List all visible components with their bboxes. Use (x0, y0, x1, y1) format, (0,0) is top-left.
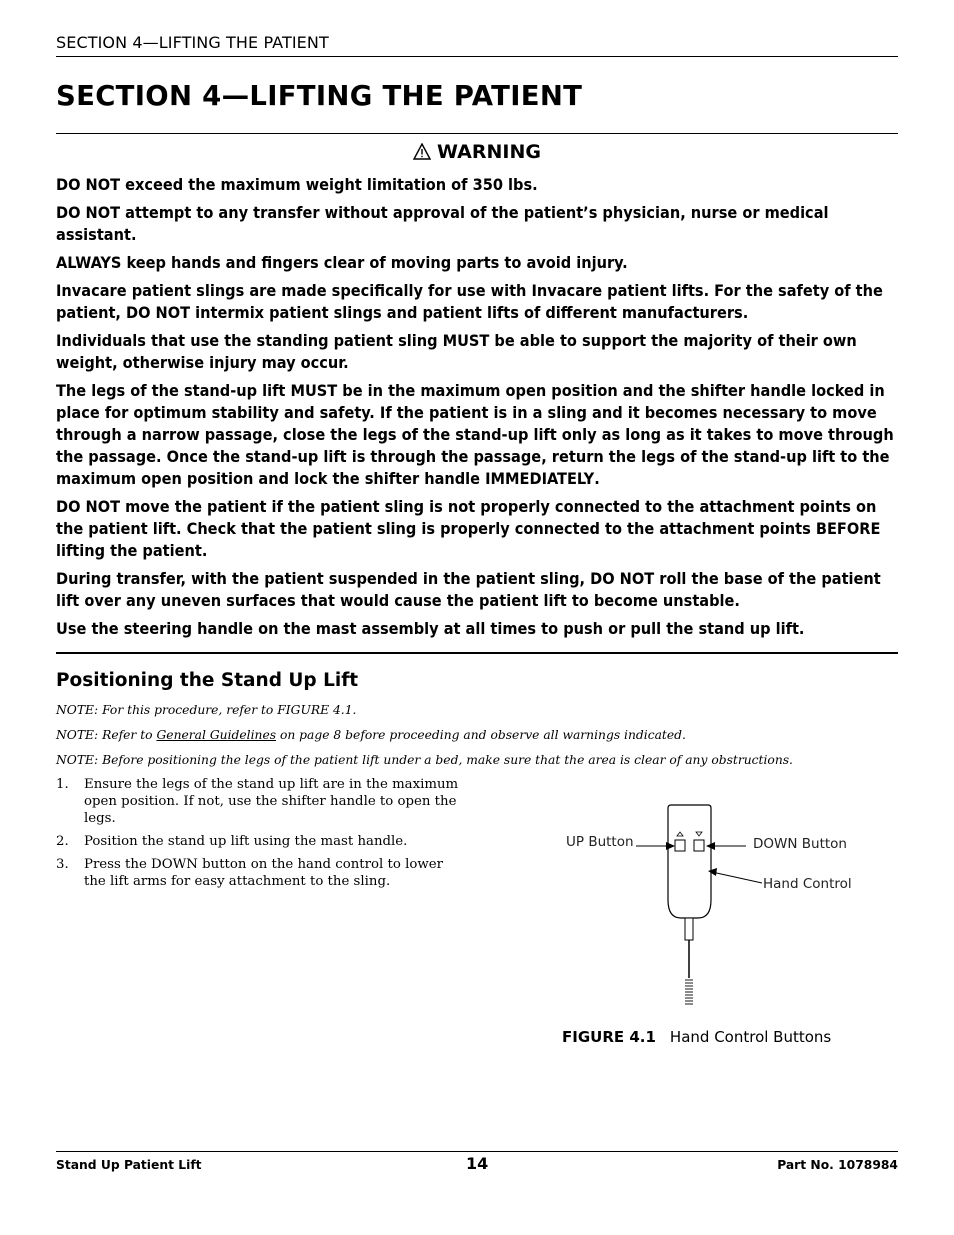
warning-item (56, 174, 898, 196)
coiled-cord-icon (685, 980, 693, 1004)
warning-text: intermix patient slings and patient lifts of different manufacturers. (190, 303, 749, 322)
general-guidelines-link[interactable]: General Guidelines (156, 728, 277, 742)
warning-emphasis: ALWAYS (56, 253, 122, 272)
footer-product: Stand Up Patient Lift (56, 1158, 202, 1172)
warning-item (56, 202, 898, 246)
hand-control-body (668, 805, 711, 918)
warning-text: be able to support the majority of their own weight, otherwise injury may occur. (56, 331, 857, 372)
warning-heading-text: WARNING (437, 141, 541, 163)
section-title: SECTION 4—LIFTING THE PATIENT (56, 80, 583, 112)
warning-emphasis: IMMEDIATELY (485, 469, 595, 488)
warning-heading (56, 141, 898, 163)
step-number: 2. (56, 834, 69, 849)
down-button-label: DOWN Button (753, 836, 847, 852)
figure-number: FIGURE 4.1 (562, 1028, 656, 1046)
procedure-step (56, 776, 466, 827)
warning-emphasis: DO NOT (56, 175, 121, 194)
step-text: Position the stand up lift using the mast handle. (84, 834, 408, 849)
note-text: NOTE: Refer to (56, 728, 157, 742)
subsection-heading: Positioning the Stand Up Lift (56, 670, 359, 691)
warning-text: Use the steering handle on the mast assembly at all times to push or pull the stand up lift. (56, 619, 805, 638)
warning-text: . (594, 469, 600, 488)
warning-text: attempt to any transfer without approval of the patient’s physician, nurse or medical assistant. (56, 203, 829, 244)
footer-part-number: Part No. 1078984 (777, 1158, 898, 1172)
warning-item (56, 330, 898, 374)
hand-leader (712, 872, 762, 883)
footer-rule (56, 1151, 898, 1152)
hand-control-label: Hand Control (763, 876, 852, 892)
warning-text: lifting the patient. (56, 541, 208, 560)
header-rule (56, 56, 898, 57)
figure-caption (562, 1028, 831, 1046)
warning-emphasis: DO NOT (56, 497, 121, 516)
step-number: 1. (56, 777, 69, 792)
warning-item (56, 568, 898, 612)
cord-strain-relief (685, 918, 693, 940)
hand-control-figure (560, 800, 880, 1015)
warning-item (56, 280, 898, 324)
step-text: Press the DOWN button on the hand control to lower the lift arms for easy attachment to the sling. (84, 857, 443, 889)
warning-emphasis: DO NOT (126, 303, 191, 322)
running-head: SECTION 4—LIFTING THE PATIENT (56, 33, 329, 52)
warning-list (56, 174, 898, 646)
warning-emphasis: DO NOT (590, 569, 655, 588)
note-figure-ref: NOTE: For this procedure, refer to FIGURE 4.1. (56, 703, 357, 717)
warning-item (56, 496, 898, 562)
warning-text: During transfer, with the patient suspended in the patient sling, (56, 569, 591, 588)
step-text: Ensure the legs of the stand up lift are in the maximum open position. If not, use the shifter handle to open the legs. (84, 777, 459, 826)
warning-emphasis: DO NOT (56, 203, 121, 222)
warning-text: be in the maximum open position and the shifter handle locked in place for optimum stability and safety. If the patient is in a sling and it becomes necessary to move through a narrow passage, close the legs of the stand-up lift only as long as it takes to move through the passage. Once the stand-up lift is through the passage, return the legs of the stand-up lift to the maximum open position and lock the shifter handle (56, 381, 894, 488)
warning-item (56, 380, 898, 490)
figure-caption-text: Hand Control Buttons (669, 1028, 832, 1046)
warning-emphasis: BEFORE (815, 519, 881, 538)
note-general-guidelines (56, 728, 686, 742)
warning-emphasis: MUST (442, 331, 490, 350)
note-obstructions: NOTE: Before positioning the legs of the patient lift under a bed, make sure that the area is clear of any obstructions. (56, 753, 793, 767)
warning-bottom-rule (56, 652, 898, 654)
procedure-steps (56, 776, 466, 896)
down-button-icon (694, 840, 704, 851)
warning-item (56, 252, 898, 274)
warning-text: exceed the maximum weight limitation of 350 lbs. (120, 175, 538, 194)
up-button-icon (675, 840, 685, 851)
step-number: 3. (56, 857, 69, 872)
warning-text: keep hands and fingers clear of moving parts to avoid injury. (121, 253, 628, 272)
warning-text: Invacare patient slings are made specifically for use with Invacare patient lifts. For the safety of the patient, (56, 281, 883, 322)
note-text: on page 8 before proceeding and observe all warnings indicated. (276, 728, 686, 742)
warning-text: The legs of the stand-up lift (56, 381, 291, 400)
warning-triangle-icon (413, 143, 431, 160)
warning-text: Individuals that use the standing patient sling (56, 331, 443, 350)
page-number: 14 (466, 1154, 489, 1173)
procedure-step (56, 856, 466, 890)
warning-text: move the patient if the patient sling is not properly connected to the attachment points on the patient lift. Check that the patient sling is properly connected to the attachment points (56, 497, 877, 538)
warning-top-rule (56, 133, 898, 134)
warning-emphasis: MUST (290, 381, 338, 400)
up-button-label: UP Button (566, 834, 634, 850)
warning-text: roll the base of the patient lift over any uneven surfaces that would cause the patient lift to become unstable. (56, 569, 881, 610)
procedure-step (56, 833, 466, 850)
warning-item (56, 618, 898, 640)
